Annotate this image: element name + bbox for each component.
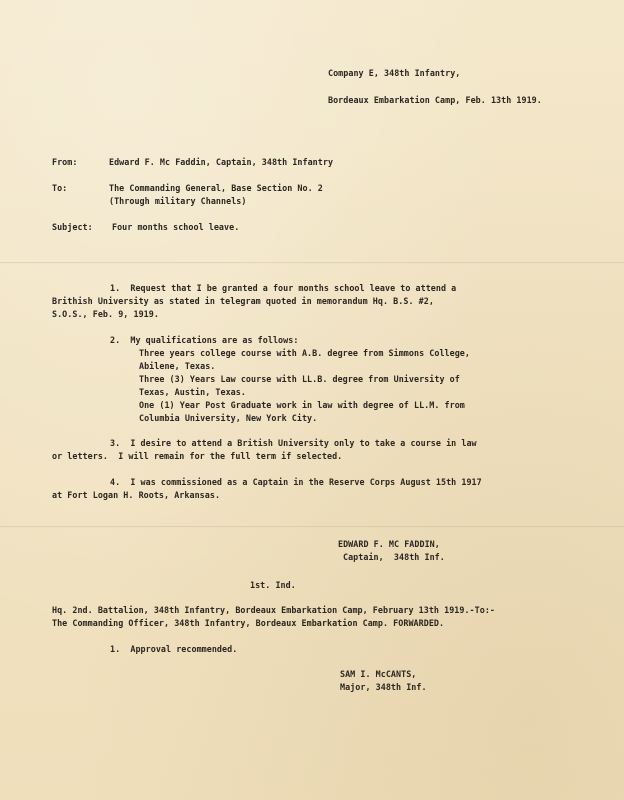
subject-value: Four months school leave.: [112, 222, 240, 232]
signature-1-title: Captain, 348th Inf.: [343, 552, 445, 562]
signature-2-title: Major, 348th Inf.: [340, 682, 427, 692]
paragraph-2-line-5: Texas, Austin, Texas.: [139, 387, 246, 397]
endorsement-line-1: Hq. 2nd. Battalion, 348th Infantry, Bordeaux Embarkation Camp, February 13th 1919.-To:-: [52, 605, 496, 615]
endorsement-line-2: The Commanding Officer, 348th Infantry, Bordeaux Embarkation Camp. FORWARDED.: [52, 618, 445, 628]
header-place-date: Bordeaux Embarkation Camp, Feb. 13th 1919.: [328, 95, 542, 105]
subject-label: Subject:: [52, 222, 93, 232]
paragraph-1-line-2: Brithish University as stated in telegram quoted in memorandum Hq. B.S. #2,: [52, 296, 434, 306]
to-value-line-2: (Through military Channels): [109, 196, 247, 206]
paragraph-2-line-3: Abilene, Texas.: [139, 361, 216, 371]
endorsement-item-1: 1. Approval recommended.: [110, 644, 238, 654]
header-unit: Company E, 348th Infantry,: [328, 68, 461, 78]
fold-crease-upper: [0, 262, 624, 264]
to-value-line-1: The Commanding General, Base Section No. 2: [109, 183, 323, 193]
paragraph-1-line-1: 1. Request that I be granted a four months school leave to attend a: [110, 283, 457, 293]
paragraph-3-line-2: or letters. I will remain for the full term if selected.: [52, 451, 343, 461]
fold-crease-lower: [0, 526, 624, 528]
paragraph-4-line-1: 4. I was commissioned as a Captain in the Reserve Corps August 15th 1917: [110, 477, 482, 487]
paragraph-1-line-3: S.O.S., Feb. 9, 1919.: [52, 309, 159, 319]
paragraph-2-line-1: 2. My qualifications are as follows:: [110, 335, 299, 345]
from-label: From:: [52, 157, 78, 167]
paragraph-2-line-4: Three (3) Years Law course with LL.B. degree from University of: [139, 374, 460, 384]
to-label: To:: [52, 183, 68, 193]
from-value: Edward F. Mc Faddin, Captain, 348th Infantry: [109, 157, 334, 167]
signature-1-name: EDWARD F. MC FADDIN,: [338, 539, 440, 549]
paragraph-2-line-6: One (1) Year Post Graduate work in law with degree of LL.M. from: [139, 400, 465, 410]
endorsement-heading: 1st. Ind.: [250, 580, 296, 590]
signature-2-name: SAM I. McCANTS,: [340, 669, 417, 679]
paragraph-2-line-2: Three years college course with A.B. degree from Simmons College,: [139, 348, 470, 358]
paragraph-3-line-1: 3. I desire to attend a British University only to take a course in law: [110, 438, 477, 448]
paragraph-2-line-7: Columbia University, New York City.: [139, 413, 318, 423]
paragraph-4-line-2: at Fort Logan H. Roots, Arkansas.: [52, 490, 221, 500]
